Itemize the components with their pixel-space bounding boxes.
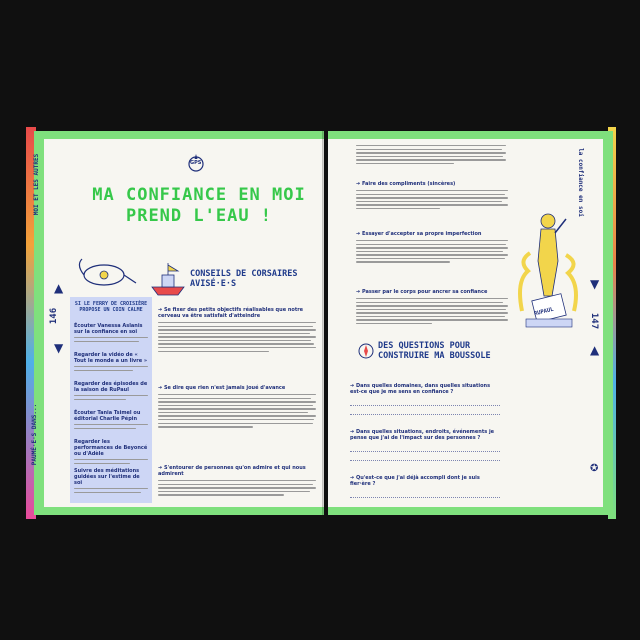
page-number-left: 146 (49, 307, 60, 325)
tip-item (356, 231, 508, 289)
ship-illustration (148, 259, 188, 299)
arrow-up-icon-right: ▲ (590, 343, 600, 357)
sidebar-item (74, 410, 148, 439)
sidebar-item-label: Écouter Vanessa Aslanis sur la confiance en soi (74, 323, 143, 335)
conseils-heading: CONSEILS DE CORSAIRES AVISÉ·E·S (190, 269, 298, 289)
rupaul-label: RUPAUL (533, 306, 555, 318)
frame-right (603, 131, 613, 515)
running-foot-left: PAUMÉ·E·S DANS... (31, 403, 39, 466)
tip-item (158, 465, 316, 515)
sidebar-items (74, 323, 148, 497)
page-title: MA CONFIANCE EN MOI PREND L'EAU ! (92, 185, 306, 226)
sidebar-heading: SI LE FERRY DE CROISIÈRE PROPOSE UN COIN CALME (74, 301, 148, 313)
running-head-right: la confiance en soi (576, 148, 584, 217)
right-page (328, 131, 613, 515)
arrow-down-icon-right: ▼ (590, 277, 600, 291)
sidebar-item-label: Écouter Tania Tsimel ou éditorial Charlie Pépin (74, 410, 141, 422)
logo-text: GPS (190, 160, 202, 166)
compass-icon (358, 343, 374, 359)
tip-title: ➔ Passer par le corps pour ancrer sa confiance (356, 289, 488, 295)
tip-title: ➔ Se dire que rien n'est jamais joué d'avance (158, 385, 286, 391)
tip-title: ➔ Essayer d'accepter sa propre imperfection (356, 231, 482, 237)
answer-line[interactable] (350, 405, 500, 406)
frame-bottom-right (328, 507, 613, 515)
sidebar-item (74, 352, 148, 381)
sidebar-item-label: Regarder des épisodes de la saison de RuPaul (74, 381, 148, 393)
sidebar-box (70, 297, 152, 503)
question-text: ➔ Dans quelles domaines, dans quelles situations est-ce que je me sens en confiance ? (350, 383, 491, 395)
arrow-up-icon: ▲ (54, 281, 64, 295)
running-head-left: MOI ET LES AUTRES (33, 153, 41, 216)
continuation-text (356, 145, 506, 164)
sidebar-item (74, 381, 148, 410)
sidebar-item (74, 439, 148, 468)
frame-top-right (328, 131, 613, 139)
tip-item (158, 385, 316, 465)
questions-heading: DES QUESTIONS POUR CONSTRUIRE MA BOUSSOLE (378, 341, 491, 361)
open-book (26, 125, 616, 525)
sidebar-item (74, 323, 148, 352)
page-number-right: 147 (589, 312, 600, 330)
compass-small-icon: ✪ (590, 463, 599, 474)
tip-item (158, 307, 316, 385)
whistle-illustration (72, 257, 142, 293)
arrow-down-icon: ▼ (54, 341, 64, 355)
question-item (350, 429, 500, 475)
sidebar-item-label: Suivre des méditations guidées sur l'estime de soi (74, 468, 140, 486)
tip-title: ➔ Faire des compliments (sincères) (356, 181, 456, 187)
question-text: ➔ Qu'est-ce que j'ai déjà accompli dont je suis fier·ère ? (350, 475, 480, 487)
question-text: ➔ Dans quelles situations, endroits, événements je pense que j'ai de l'impact sur des personnes ? (350, 429, 495, 441)
right-tips (356, 181, 508, 349)
answer-line[interactable] (350, 460, 500, 461)
rupaul-illustration (508, 201, 588, 331)
tip-title: ➔ S'entourer de personnes qu'on admire et qui nous admirent (158, 465, 306, 477)
question-item (350, 475, 500, 505)
sidebar-item-label: Regarder la vidéo de « Tout le monde a un livre » (74, 352, 148, 364)
tip-item (356, 181, 508, 231)
questions-list (350, 383, 500, 505)
answer-line[interactable] (350, 414, 500, 415)
tip-title: ➔ Se fixer des petits objectifs réalisables que notre cerveau va être satisfait d'atteindre (158, 307, 304, 319)
tip-item (356, 289, 508, 349)
answer-line[interactable] (350, 451, 500, 452)
conseils-tips (158, 307, 316, 515)
gps-compass-icon (184, 151, 208, 175)
frame-top (34, 131, 324, 139)
question-item (350, 383, 500, 429)
sidebar-item-label: Regarder les performances de Beyoncé ou d'Adèle (74, 439, 148, 457)
left-page (31, 131, 324, 515)
sidebar-item (74, 468, 148, 497)
answer-line[interactable] (350, 497, 500, 498)
